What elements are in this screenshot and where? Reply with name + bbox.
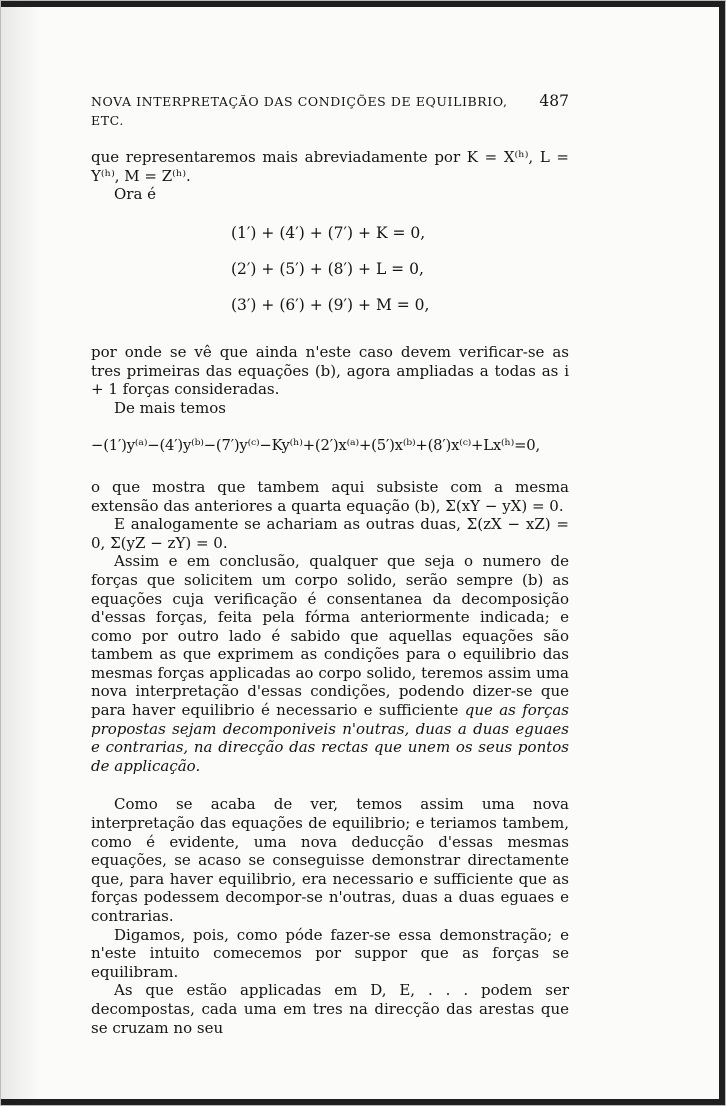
equation: (1′) + (4′) + (7′) + K = 0, bbox=[231, 223, 426, 242]
paragraph: que representaremos mais abreviadamente por K = X⁽ʰ⁾, L = Y⁽ʰ⁾, M = Z⁽ʰ⁾. bbox=[91, 148, 569, 185]
paragraph: E analogamente se achariam as outras duas, Σ(zX − xZ) = 0, Σ(yZ − zY) = 0. bbox=[91, 515, 569, 552]
equation-system bbox=[231, 215, 569, 323]
paragraph: por onde se vê que ainda n'este caso devem verificar-se as tres primeiras das equações (b), agora ampliadas a todas as i + 1 forças consideradas. bbox=[91, 342, 569, 399]
running-title: NOVA INTERPRETAÇÃO DAS CONDIÇÕES DE EQUILIBRIO, ETC. bbox=[91, 94, 508, 128]
equation: (3′) + (6′) + (9′) + M = 0, bbox=[231, 295, 430, 314]
paragraph: o que mostra que tambem aqui subsiste com a mesma extensão das anteriores a quarta equação (b), Σ(xY − yX) = 0. bbox=[91, 477, 569, 515]
paragraph: Como se acaba de ver, temos assim uma nova interpretação das equações de equilibrio; e teriamos tambem, como é evidente, uma nova deducção d'essas mesmas equações, se acaso se conseguisse demonstrar directamente que, para haver equilibrio, era necessario e sufficiente que as forças podessem decompor-se n'outras, duas a duas eguaes e contrarias. bbox=[91, 795, 569, 925]
scan-edge-right bbox=[719, 1, 725, 1106]
paragraph: Digamos, pois, como póde fazer-se essa demonstração; e n'este intuito comecemos por suppor que as forças se equilibram. bbox=[91, 925, 569, 981]
paragraph: De mais temos bbox=[114, 398, 226, 417]
page-content bbox=[91, 92, 569, 1037]
equation-moment: −(1′)y⁽ᵃ⁾−(4′)y⁽ᵇ⁾−(7′)y⁽ᶜ⁾−Ky⁽ʰ⁾+(2′)x⁽ᵃ⁾+(5′)x⁽ᵇ⁾+(8′)x⁽ᶜ⁾+Lx⁽ʰ⁾=0, bbox=[91, 437, 541, 455]
page-number: 487 bbox=[539, 92, 569, 110]
equation: (2′) + (5′) + (8′) + L = 0, bbox=[231, 259, 424, 278]
page-shadow bbox=[1, 1, 41, 1106]
running-header bbox=[91, 92, 569, 130]
italic-statement: que as forças propostas sejam decomponiveis n'outras, duas a duas eguaes e contrarias, na direcção das rectas que unem os seus pontos de applicação. bbox=[91, 701, 569, 775]
paragraph: Ora é bbox=[114, 185, 157, 204]
paragraph-conclusion bbox=[91, 552, 569, 775]
scan-edge-bottom bbox=[1, 1099, 726, 1105]
paragraph-text: Assim e em conclusão, qualquer que seja o numero de forças que solicitem um corpo solido, serão sempre (b) as equações cuja verificação é consentanea da decomposição d'essas forças, feita pela fórma anteriormente indicada; e como por outro lado é sabido que aquellas equações são tambem as que exprimem as condições para o equilibrio das mesmas forças applicadas ao corpo solido, teremos assim uma nova interpretação d'essas condições, podendo dizer-se que para haver equilibrio é necessario e sufficiente bbox=[91, 552, 569, 720]
scan-edge-top bbox=[1, 1, 726, 7]
paragraph: As que estão applicadas em D, E, . . . podem ser decompostas, cada uma em tres na direcção das arestas que se cruzam no seu bbox=[91, 981, 569, 1037]
